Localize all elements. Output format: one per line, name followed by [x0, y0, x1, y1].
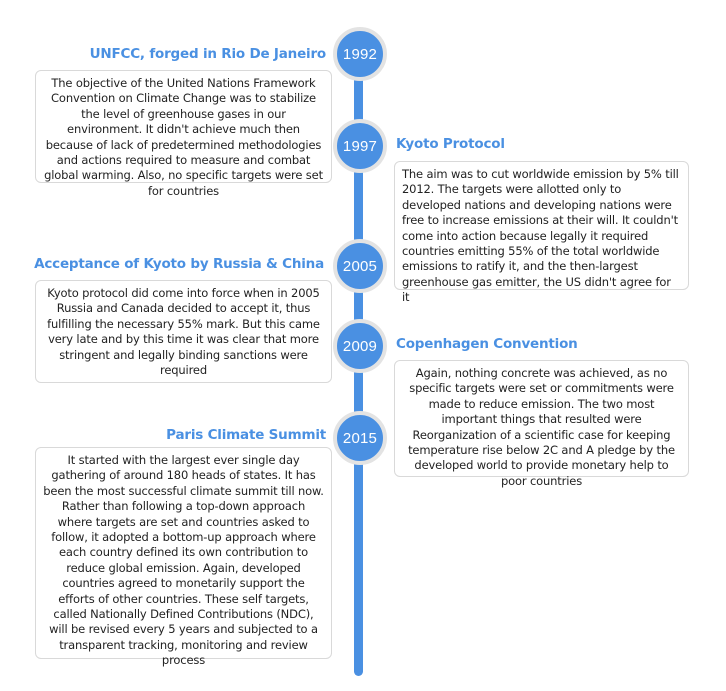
year-node-2009: [333, 319, 387, 373]
event-title-1992: UNFCC, forged in Rio De Janeiro: [89, 46, 326, 62]
event-card-2005: [35, 280, 332, 383]
year-node-1992: [333, 27, 387, 81]
event-title-2015: Paris Climate Summit: [166, 427, 326, 443]
year-label: 2005: [342, 257, 378, 275]
event-text-2009: Again, nothing concrete was achieved, as no specific targets were set or commitments were made to reduce emission. The two most important things that resulted were Reorganization of a scientific case for keeping temperature rise below 2C and A pledge by the developed world to provide monetary help to poor countries: [408, 366, 675, 488]
year-label: 1997: [342, 137, 378, 155]
year-node-2015: [333, 411, 387, 465]
event-title-2005: Acceptance of Kyoto by Russia & China: [34, 256, 324, 272]
event-card-2015: [35, 447, 332, 668]
event-text-2015: It started with the largest ever single day gathering of around 180 heads of states. It has been the most successful climate summit till now. Rather than following a top-down approach where targets are set and countries asked to follow, it adopted a bottom-up approach where each country defined its own contribution to reduce global emission. Again, developed countries agreed to monetarily support the efforts of other countries. These self targets, called Nationally Defined Contributions (NDC), will be revised every 5 years and subjected to a transparent tracking, monitoring and review process: [43, 453, 324, 668]
year-label: 2009: [342, 337, 378, 355]
event-card-1992: [35, 70, 332, 198]
year-node-2005: [333, 239, 387, 293]
event-title-1997: Kyoto Protocol: [396, 136, 505, 152]
event-text-1997: The aim was to cut worldwide emission by 5% till 2012. The targets were allotted only to developed nations and developing nations were free to increase emissions at their will. It couldn't come into action because legally it required countries emitting 55% of the total worldwide emissions to ratify it, and the then-largest greenhouse gas emitter, the US didn't agree for it: [402, 167, 679, 305]
event-text-1992: The objective of the United Nations Framework Convention on Climate Change was to stabilize the level of greenhouse gases in our environment. It didn't achieve much then because of lack of predetermined methodologies and actions required to measure and combat global warming. Also, no specific targets were set for countries: [44, 76, 323, 198]
event-title-2009: Copenhagen Convention: [396, 336, 578, 352]
event-text-2005: Kyoto protocol did come into force when in 2005 Russia and Canada decided to accept it, thus fulfilling the necessary 55% mark. But this came very late and by this time it was clear that more stringent and legally binding sanctions were required: [47, 286, 320, 378]
year-node-1997: [333, 119, 387, 173]
year-label: 1992: [342, 45, 378, 63]
year-label: 2015: [342, 429, 378, 447]
event-card-1997: [394, 161, 689, 305]
event-card-2009: [394, 360, 689, 488]
